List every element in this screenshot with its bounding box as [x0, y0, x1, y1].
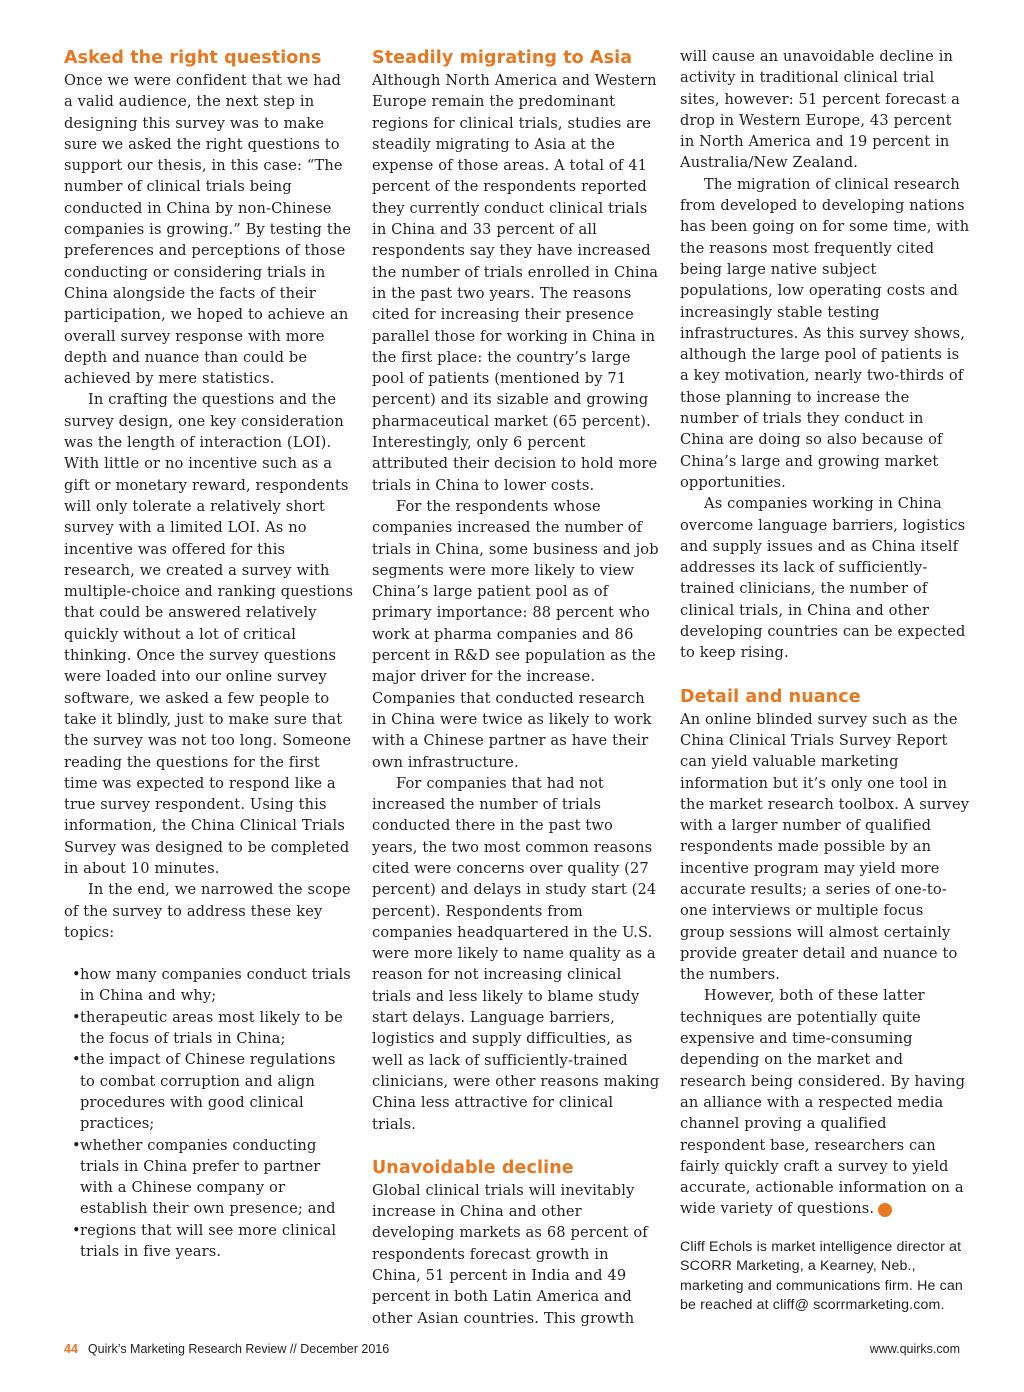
body-paragraph: Although North America and Western Europe remain the predominant regions for clinical trials, studies are steadily migrating to Asia at the expense of those areas. A total of 41 percent of the respondents reported they currently conduct clinical trials in China and 33 percent of all respondents say they have increased the number of trials enrolled in China in the past two years. The reasons cited for increasing their presence parallel those for working in China in the first place: the country’s large pool of patients (mentioned by 71 percent) and its sizable and growing pharmaceutical market (65 percent). Interestingly, only 6 percent attributed their decision to hold more trials in China to lower costs.: [372, 72, 659, 494]
section-heading-migrating-to-asia: Steadily migrating to Asia: [372, 48, 633, 68]
article-column-1: [64, 46, 354, 1262]
body-paragraph: Global clinical trials will inevitably increase in China and other developing markets as 68 percent of respondents forecast growth in China, 51 percent in India and 49 percent in both Latin America and other Asian countries. This growth: [372, 1181, 648, 1327]
author-bio: Cliff Echols is market intelligence director at SCORR Marketing, a Kearney, Neb., marketing and communications firm. He can be reached at cliff@ scorrmarketing.com.: [680, 1238, 963, 1314]
body-paragraph: As companies working in China overcome language barriers, logistics and supply issues and as China itself addresses its lack of sufficiently-trained clinicians, the number of clinical trials, in China and other developing countries can be expected to keep rising.: [680, 495, 966, 662]
key-topics-list: [64, 964, 354, 1262]
body-paragraph: In crafting the questions and the survey design, one key consideration was the length of interaction (LOI). With little or no incentive such as a gift or monetary reward, respondents will only tolerate a relatively short survey with a limited LOI. As no incentive was offered for this research, we created a survey with multiple-choice and ranking questions that could be answered relatively quickly without a lot of critical thinking. Once the survey questions were loaded into our online survey software, we asked a few people to take it blindly, just to make sure that the survey was not too long. Someone reading the questions for the first time was expected to respond like a true survey respondent. Using this information, the China Clinical Trials Survey was designed to be completed in about 10 minutes.: [64, 391, 354, 877]
list-item: • how many companies conduct trials in China and why;: [64, 964, 354, 1007]
article-column-2: [372, 46, 662, 1329]
body-paragraph: For the respondents whose companies increased the number of trials in China, some business and job segments were more likely to view China’s large patient pool as of primary importance: 88 percent who work at pharma companies and 86 percent in R&D see population as the major driver for the increase. Companies that conducted research in China were twice as likely to work with a Chinese partner as have their own infrastructure.: [372, 497, 659, 771]
body-paragraph: An online blinded survey such as the China Clinical Trials Survey Report can yield valuable marketing information but it’s only one tool in the market research toolbox. A survey with a larger number of qualified respondents made possible by an incentive program may yield more accurate results; a series of one-to-one interviews or multiple focus group sessions will almost certainly provide greater detail and nuance to the numbers.: [680, 710, 970, 984]
closing-paragraph: [680, 985, 970, 1219]
body-paragraph: Once we were confident that we had a valid audience, the next step in designing this survey was to make sure we asked the right questions to support our thesis, in this case: “The number of clinical trials being conducted in China by non-Chinese companies is growing.” By testing the preferences and perceptions of those conducting or considering trials in China alongside the facts of their participation, we hoped to achieve an overall survey response with more depth and nuance than could be achieved by mere statistics.: [64, 72, 352, 388]
website-link[interactable]: www.quirks.com: [869, 1342, 960, 1356]
list-item: • whether companies conducting trials in China prefer to partner with a Chinese company or establish their own presence; and: [64, 1135, 354, 1220]
section-heading-unavoidable-decline: Unavoidable decline: [372, 1157, 574, 1178]
body-paragraph: The migration of clinical research from developed to developing nations has been going on for some time, with the reasons most frequently cited being large native subject populations, low operating costs and increasingly stable testing infrastructures. As this survey shows, although the large pool of patients is a key motivation, nearly two-thirds of those planning to increase the number of trials they conduct in China are doing so also because of China’s large and growing market opportunities.: [680, 175, 970, 491]
body-paragraph: will cause an unavoidable decline in activity in traditional clinical trial sites, however: 51 percent forecast a drop in Western Europe, 43 percent in North America and 19 percent in Australia/New Zealand.: [680, 48, 960, 172]
body-paragraph: In the end, we narrowed the scope of the survey to address these key topics:: [64, 881, 351, 941]
end-of-article-icon: Q: [878, 1203, 892, 1217]
page-footer: [64, 1342, 960, 1360]
closing-paragraph-text: However, both of these latter techniques are potentially quite expensive and time-consuming depending on the market and research being considered. By having an alliance with a respected media channel proving a qualified respondent base, researchers can fairly quickly craft a survey to yield accurate, actionable information on a wide variety of questions.: [680, 987, 966, 1218]
list-item: • therapeutic areas most likely to be the focus of trials in China;: [64, 1007, 354, 1050]
section-heading-detail-and-nuance: Detail and nuance: [680, 686, 861, 707]
article-column-3: [680, 46, 970, 1316]
list-item: • the impact of Chinese regulations to combat corruption and align procedures with good clinical practices;: [64, 1049, 354, 1134]
body-paragraph: For companies that had not increased the number of trials conducted there in the past two years, the two most common reasons cited were concerns over quality (27 percent) and delays in study start (24 percent). Respondents from companies headquartered in the U.S. were more likely to name quality as a reason for not increasing clinical trials and less likely to blame study start delays. Language barriers, logistics and supply difficulties, as well as lack of sufficiently-trained clinicians, were other reasons making China less attractive for clinical trials.: [372, 774, 660, 1133]
page-number: 44: [64, 1342, 78, 1356]
section-heading-asked-right-questions: Asked the right questions: [64, 48, 322, 68]
list-item: • regions that will see more clinical trials in five years.: [64, 1220, 354, 1263]
publication-info: Quirk’s Marketing Research Review // December 2016: [87, 1342, 390, 1356]
